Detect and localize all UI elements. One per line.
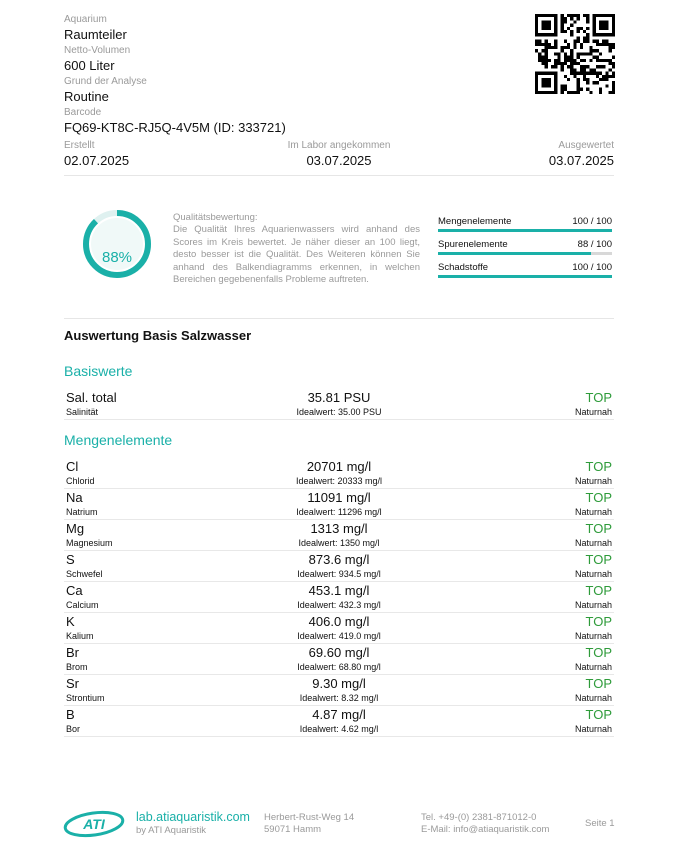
arrived-date (64, 140, 614, 169)
param-name: Salinität (66, 407, 99, 417)
qr-code-icon (535, 14, 615, 94)
aquarium-label: Aquarium (64, 14, 107, 25)
measured-value: 69.60 mg/l (308, 645, 370, 660)
street: Herbert-Rust-Weg 14 (264, 812, 355, 823)
gauge-score-text: 88% (101, 249, 133, 266)
bar-value: 100 / 100 (572, 216, 612, 227)
measured-value: 4.87 mg/l (312, 707, 366, 722)
reason-label: Grund der Analyse (64, 76, 147, 87)
ideal-value: Idealwert: 419.0 mg/l (297, 631, 381, 641)
website-link[interactable]: lab.atiaquaristik.com (136, 810, 250, 824)
status-description: Naturnah (574, 631, 612, 641)
email[interactable]: E-Mail: info@atiaquaristik.com (421, 824, 550, 835)
arrived-value: 03.07.2025 (306, 153, 372, 168)
param-symbol: Mg (66, 521, 85, 536)
divider (64, 175, 614, 176)
created-value: 02.07.2025 (64, 153, 130, 168)
measured-value: 9.30 mg/l (312, 676, 366, 691)
address (264, 812, 354, 836)
volume-value: 600 Liter (64, 58, 115, 73)
arrived-label: Im Labor angekommen (287, 140, 391, 151)
table-row (64, 707, 614, 737)
evaluated-date (549, 140, 614, 169)
table-row (64, 676, 614, 706)
status-description: Naturnah (574, 693, 612, 703)
section-title: Auswertung Basis Salzwasser (64, 328, 252, 343)
quality-score-gauge (82, 209, 152, 279)
bar-schadstoffe (438, 260, 612, 283)
table-row (64, 490, 614, 520)
param-symbol: B (66, 707, 75, 722)
aquarium-value: Raumteiler (64, 27, 127, 42)
bar-track (438, 252, 612, 255)
measured-value: 453.1 mg/l (308, 583, 370, 598)
bar-label: Spurenelemente (438, 239, 508, 250)
status-description: Naturnah (574, 507, 612, 517)
category-mengenelemente: Mengenelemente (64, 432, 173, 448)
status-badge: TOP (585, 490, 612, 505)
param-name: Chlorid (66, 476, 95, 486)
ati-logo (63, 808, 125, 838)
ideal-value: Idealwert: 1350 mg/l (298, 538, 380, 548)
measured-value: 20701 mg/l (306, 459, 372, 474)
param-name: Schwefel (66, 569, 103, 579)
table-row (64, 390, 614, 420)
evaluated-label: Ausgewertet (558, 140, 614, 151)
category-basiswerte: Basiswerte (64, 363, 133, 379)
volume-label: Netto-Volumen (64, 45, 131, 56)
status-description: Naturnah (574, 569, 612, 579)
param-symbol: S (66, 552, 75, 567)
contact (421, 812, 549, 836)
ideal-value: Idealwert: 8.32 mg/l (299, 693, 379, 703)
param-symbol: Ca (66, 583, 83, 598)
status-description: Naturnah (574, 600, 612, 610)
param-symbol: Cl (66, 459, 79, 474)
ideal-value: Idealwert: 35.00 PSU (296, 407, 382, 417)
bar-mengenelemente (438, 214, 612, 237)
ideal-value: Idealwert: 11296 mg/l (296, 507, 382, 517)
bar-spurenelemente (438, 237, 612, 260)
svg-text:ATI: ATI (83, 816, 105, 832)
company-name: by ATI Aquaristik (136, 825, 207, 836)
ideal-value: Idealwert: 432.3 mg/l (297, 600, 381, 610)
status-badge: TOP (585, 583, 612, 598)
bar-value: 100 / 100 (572, 262, 612, 273)
param-name: Strontium (66, 693, 105, 703)
page-number: Seite 1 (585, 818, 615, 829)
status-badge: TOP (585, 552, 612, 567)
barcode-value: FQ69-KT8C-RJ5Q-4V5M (ID: 333721) (64, 120, 286, 135)
table-row (64, 583, 614, 613)
table-row (64, 459, 614, 489)
barcode-label: Barcode (64, 107, 102, 118)
status-badge: TOP (585, 676, 612, 691)
param-name: Brom (66, 662, 88, 672)
phone: Tel. +49-(0) 2381-871012-0 (421, 812, 537, 823)
param-symbol: Br (66, 645, 79, 660)
status-description: Naturnah (574, 662, 612, 672)
table-row (64, 614, 614, 644)
dates-row (64, 140, 614, 170)
measured-value: 406.0 mg/l (308, 614, 370, 629)
quality-description: Die Qualität Ihres Aquarienwassers wird anhand des Scores im Kreis bewertet. Je näher dieser an 100 liegt, desto besser ist die Qualität. Des Weiteren können Sie anhand des Balkendiagramms erkennen, in welchen Bereichen gegebenenfalls Probleme auftreten. (173, 224, 420, 285)
bar-label: Schadstoffe (438, 262, 489, 273)
status-badge: TOP (585, 459, 612, 474)
ideal-value: Idealwert: 68.80 mg/l (297, 662, 381, 672)
status-description: Naturnah (574, 476, 612, 486)
quality-title: Qualitätsbewertung: (173, 212, 258, 223)
status-description: Naturnah (574, 724, 612, 734)
city: 59071 Hamm (264, 824, 322, 835)
bar-fill (438, 275, 612, 278)
measured-value: 1313 mg/l (310, 521, 368, 536)
ideal-value: Idealwert: 934.5 mg/l (297, 569, 381, 579)
status-badge: TOP (585, 645, 612, 660)
measured-value: 35.81 PSU (307, 390, 371, 405)
param-symbol: K (66, 614, 75, 629)
param-symbol: Sr (66, 676, 79, 691)
reason-value: Routine (64, 89, 109, 104)
ideal-value: Idealwert: 4.62 mg/l (299, 724, 379, 734)
sample-info (64, 14, 484, 138)
bar-track (438, 229, 612, 232)
created-label: Erstellt (64, 140, 95, 151)
table-row (64, 645, 614, 675)
status-description: Naturnah (574, 407, 612, 417)
param-name: Calcium (66, 600, 99, 610)
evaluated-value: 03.07.2025 (548, 153, 614, 168)
bar-label: Mengenelemente (438, 216, 512, 227)
status-badge: TOP (585, 707, 612, 722)
bar-fill (438, 229, 612, 232)
measured-value: 11091 mg/l (307, 490, 371, 505)
status-badge: TOP (585, 390, 612, 405)
table-row (64, 552, 614, 582)
param-symbol: Sal. total (66, 390, 117, 405)
param-name: Bor (66, 724, 81, 734)
status-badge: TOP (585, 521, 612, 536)
measured-value: 873.6 mg/l (308, 552, 370, 567)
status-description: Naturnah (574, 538, 612, 548)
param-name: Magnesium (66, 538, 113, 548)
param-name: Kalium (66, 631, 94, 641)
param-symbol: Na (66, 490, 83, 505)
param-name: Natrium (66, 507, 98, 517)
bar-track (438, 275, 612, 278)
divider (64, 318, 614, 319)
quality-bars (438, 214, 612, 283)
ideal-value: Idealwert: 20333 mg/l (295, 476, 383, 486)
status-badge: TOP (585, 614, 612, 629)
table-row (64, 521, 614, 551)
bar-value: 88 / 100 (577, 239, 612, 250)
bar-fill (438, 252, 591, 255)
